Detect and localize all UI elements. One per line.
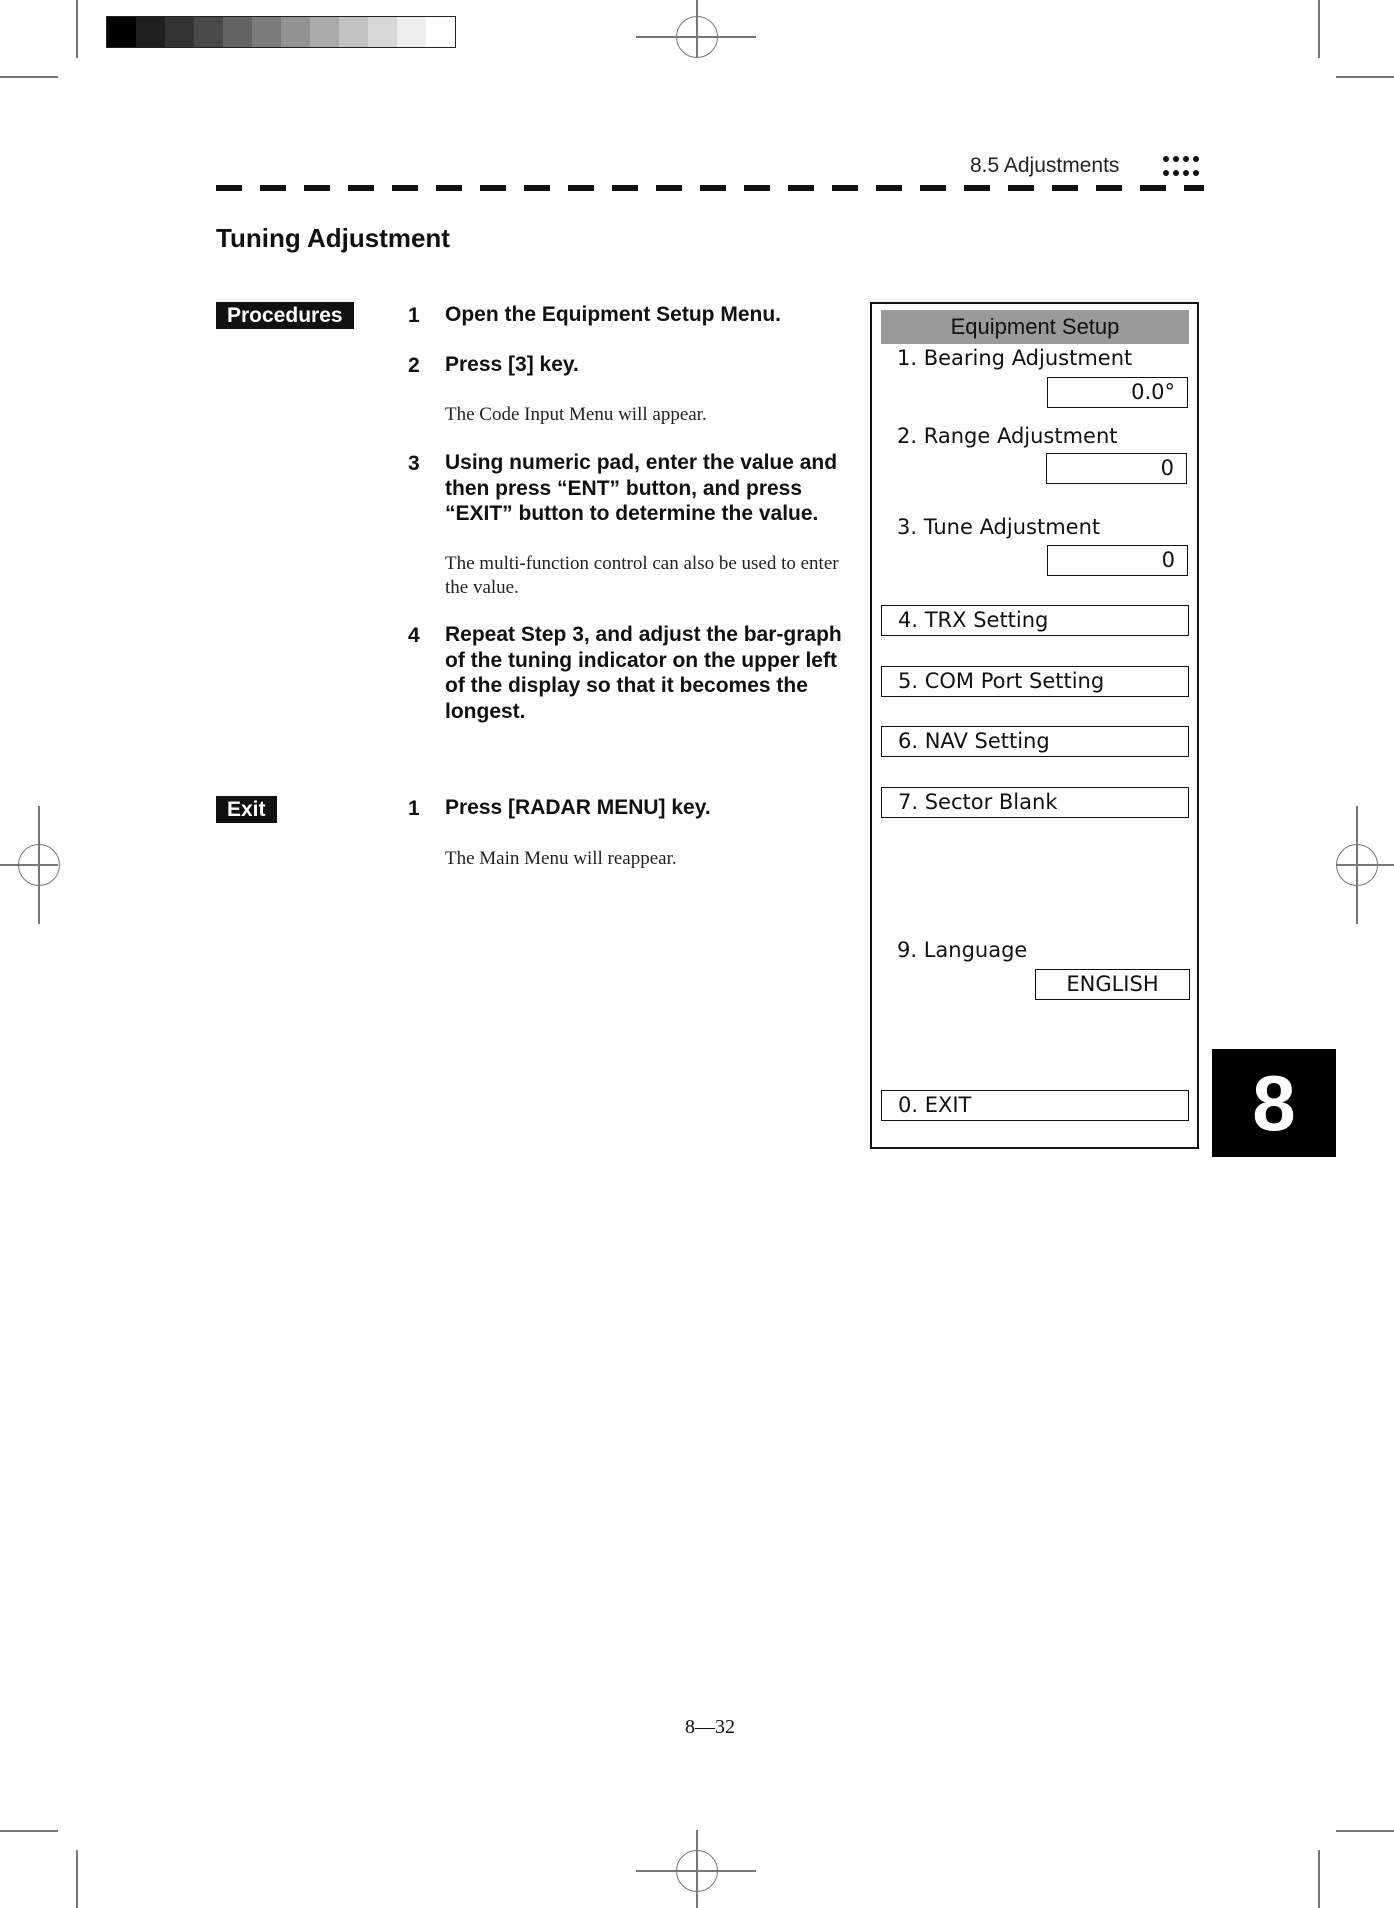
menu-item-language[interactable]: 9. Language xyxy=(897,938,1028,962)
menu-item-sector-blank[interactable]: 7. Sector Blank xyxy=(881,787,1189,818)
step-text: Using numeric pad, enter the value and then press “ENT” button, and press “EXIT” button to determine the value. xyxy=(445,451,838,525)
language-value-field[interactable]: ENGLISH xyxy=(1035,969,1190,1000)
step-text: Repeat Step 3, and adjust the bar-graph of the tuning indicator on the upper left of the display so that it becomes the longest. xyxy=(445,623,842,723)
menu-item-range-adjustment[interactable]: 2. Range Adjustment xyxy=(897,424,1118,448)
range-value-field[interactable]: 0 xyxy=(1046,453,1187,484)
menu-title: Equipment Setup xyxy=(881,310,1189,344)
bearing-value-field[interactable]: 0.0° xyxy=(1047,377,1188,408)
menu-item-nav-setting[interactable]: 6. NAV Setting xyxy=(881,726,1189,757)
menu-item-exit[interactable]: 0. EXIT xyxy=(881,1090,1189,1121)
grayscale-color-bar xyxy=(106,16,456,48)
header-dashed-rule xyxy=(216,185,1204,191)
step-note: The Main Menu will reappear. xyxy=(445,848,677,869)
dots-ornament-icon xyxy=(1162,153,1202,183)
step-note: The multi-function control can also be used to enter the value. xyxy=(445,553,839,598)
procedures-label: Procedures xyxy=(216,302,354,329)
menu-item-trx-setting[interactable]: 4. TRX Setting xyxy=(881,605,1189,636)
page-title: Tuning Adjustment xyxy=(216,223,450,253)
step-text: Press [RADAR MENU] key. xyxy=(445,796,711,819)
step-number: 2 xyxy=(408,354,420,377)
step-number: 1 xyxy=(408,797,420,820)
step-number: 1 xyxy=(408,304,420,327)
section-header: 8.5 Adjustments xyxy=(970,154,1120,177)
step-text: Open the Equipment Setup Menu. xyxy=(445,303,781,326)
step-text: Press [3] key. xyxy=(445,353,579,376)
step-number: 3 xyxy=(408,452,420,475)
step-note: The Code Input Menu will appear. xyxy=(445,404,707,425)
menu-item-bearing-adjustment[interactable]: 1. Bearing Adjustment xyxy=(897,346,1133,370)
step-number: 4 xyxy=(408,624,420,647)
exit-label: Exit xyxy=(216,796,277,823)
tune-value-field[interactable]: 0 xyxy=(1047,545,1188,576)
page-number: 8—32 xyxy=(685,1716,735,1738)
menu-item-tune-adjustment[interactable]: 3. Tune Adjustment xyxy=(897,515,1101,539)
menu-item-com-port-setting[interactable]: 5. COM Port Setting xyxy=(881,666,1189,697)
chapter-tab: 8 xyxy=(1212,1049,1336,1157)
